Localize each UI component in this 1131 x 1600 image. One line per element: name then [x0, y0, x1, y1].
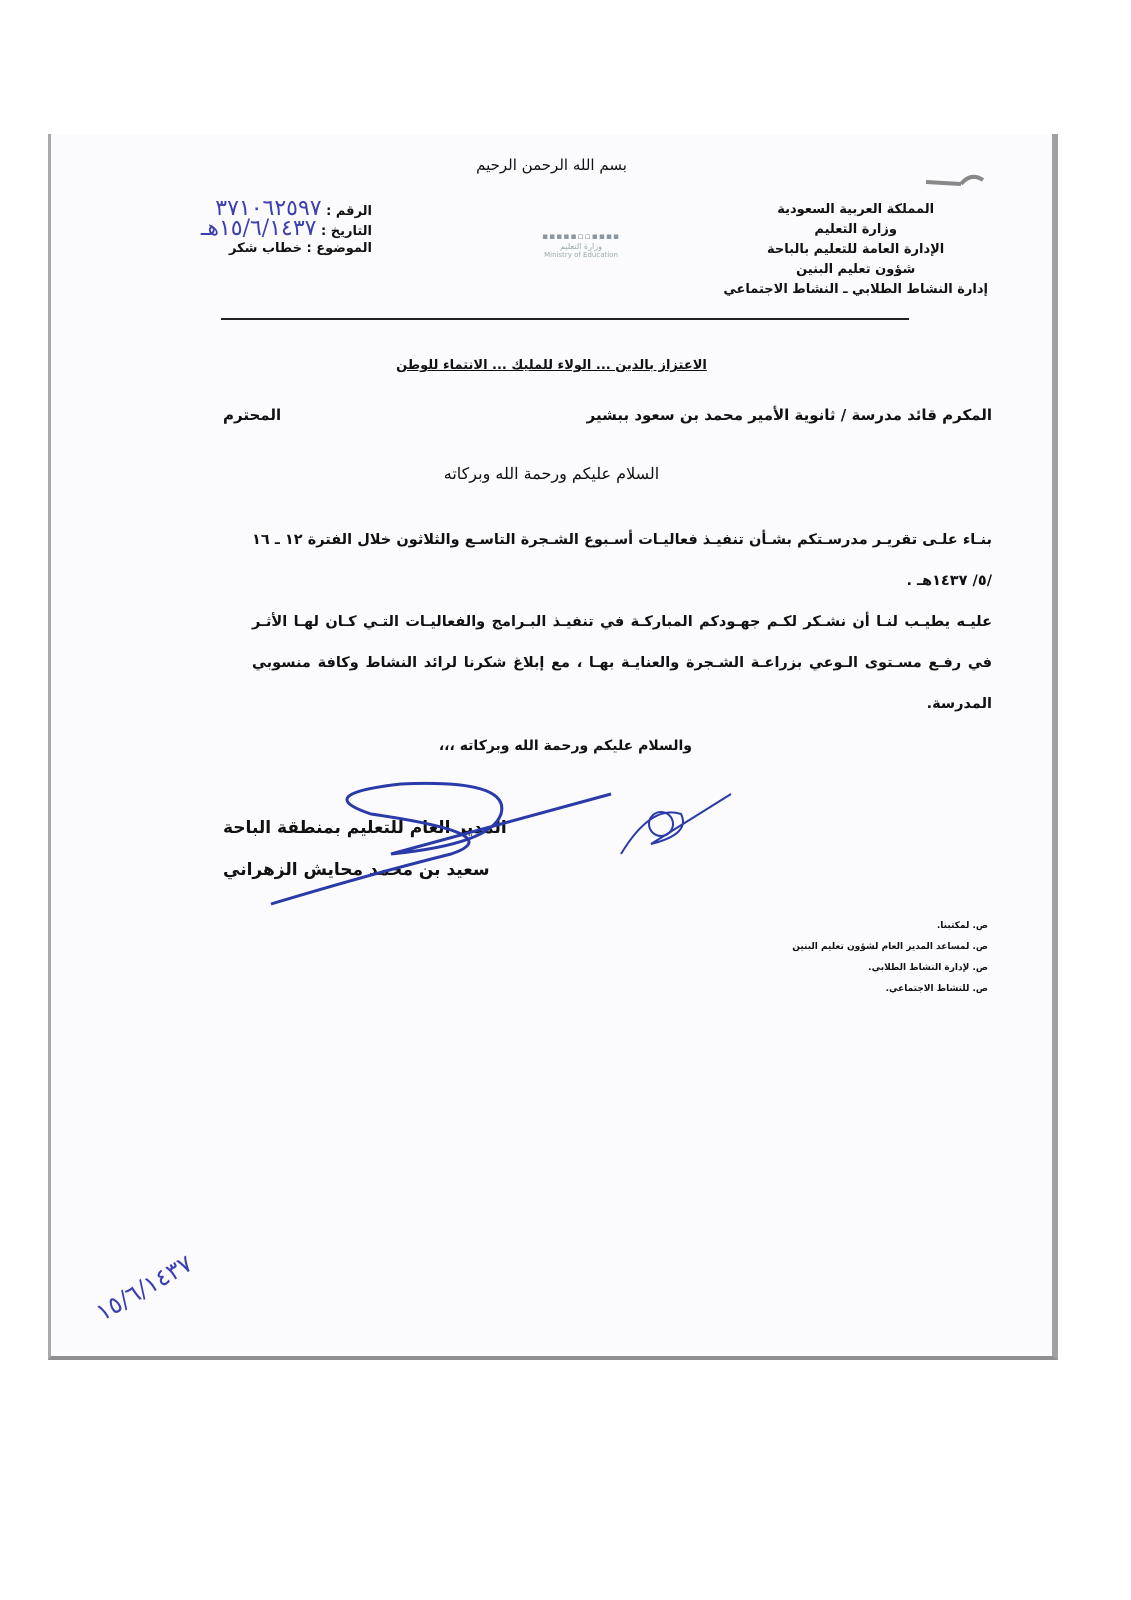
letterhead-line: إدارة النشاط الطلابي ـ النشاط الاجتماعي: [723, 282, 988, 297]
letter-meta: [200, 196, 372, 257]
greeting: السلام عليكم ورحمة الله وبركاته: [443, 464, 660, 483]
date-value: ١٥/٦/١٤٣٧هـ: [200, 216, 317, 241]
scanned-letter: [48, 134, 1058, 1360]
logo-text: وزارة التعليم: [560, 242, 602, 251]
emblem-icon: [921, 170, 991, 200]
cc-item: ص. لمكتبنا.: [936, 921, 988, 931]
header-divider: [221, 318, 909, 320]
basmala: بسم الله الرحمن الرحيم: [476, 156, 627, 174]
number-label: الرقم :: [326, 204, 372, 219]
paragraph: بنـاء علـى تقريـر مدرسـتكم بشـأن تنفيـذ فعاليـات أسـبوع الشـجرة التاسـع والثلاثون خلال الفترة ١٢ ـ ١٦ /٥/ ١٤٣٧هـ .: [252, 532, 992, 589]
logo-text-en: Ministry of Education: [544, 251, 618, 259]
cc-item: ص. للنشاط الاجتماعي.: [885, 984, 988, 994]
date-label: التاريخ :: [321, 224, 372, 239]
cc-item: ص. لإدارة النشاط الطلابي.: [868, 963, 988, 973]
letterhead-line: وزارة التعليم: [814, 222, 897, 237]
number-value: ٣٧١٠٦٢٥٩٧: [215, 196, 322, 221]
closing: والسلام عليكم ورحمة الله وبركاته ،،،: [438, 738, 692, 754]
paragraph: عليـه يطيـب لنـا أن نشـكر لكـم جهـودكم المباركـة في تنفيـذ البـرامج والفعاليـات التـي كـان لهـا الأثـر في رفـع مسـتوى الـوعي بزراعـة الشـجرة والعنايـة بهـا ، مع إبلاغ شكرنا لرائد النشاط وكافة منسوبي المدرسة.: [252, 614, 992, 712]
handwritten-signature: [251, 774, 751, 914]
letterhead-line: شؤون تعليم البنين: [796, 262, 916, 277]
letterhead-line: الإدارة العامة للتعليم بالباحة: [767, 242, 945, 257]
addressee: المكرم قائد مدرسة / ثانوية الأمير محمد بن سعود ببشير: [586, 406, 992, 424]
subject-value: خطاب شكر: [229, 241, 302, 256]
subject-label: الموضوع :: [306, 241, 372, 256]
respected-label: المحترم: [223, 406, 282, 424]
cc-item: ص. لمساعد المدير العام لشؤون تعليم البنين: [792, 942, 988, 952]
letterhead-right: [723, 200, 988, 300]
signatory-title: المدير العام للتعليم بمنطقة الباحة: [223, 818, 507, 838]
motto: الاعتزاز بالدين ... الولاء للمليك ... الانتماء للوطن: [396, 358, 707, 373]
letterhead-line: المملكة العربية السعودية: [777, 202, 935, 217]
signatory-name: سعيد بن محمد محايش الزهراني: [223, 860, 490, 880]
handwritten-note: ١٥/٦/١٤٣٧: [91, 1249, 198, 1327]
ministry-logo: ▪▪▪▪▫▫▪▪▪▪▪ وزارة التعليم Ministry of Education: [521, 232, 641, 274]
cc-list: [792, 916, 988, 1000]
